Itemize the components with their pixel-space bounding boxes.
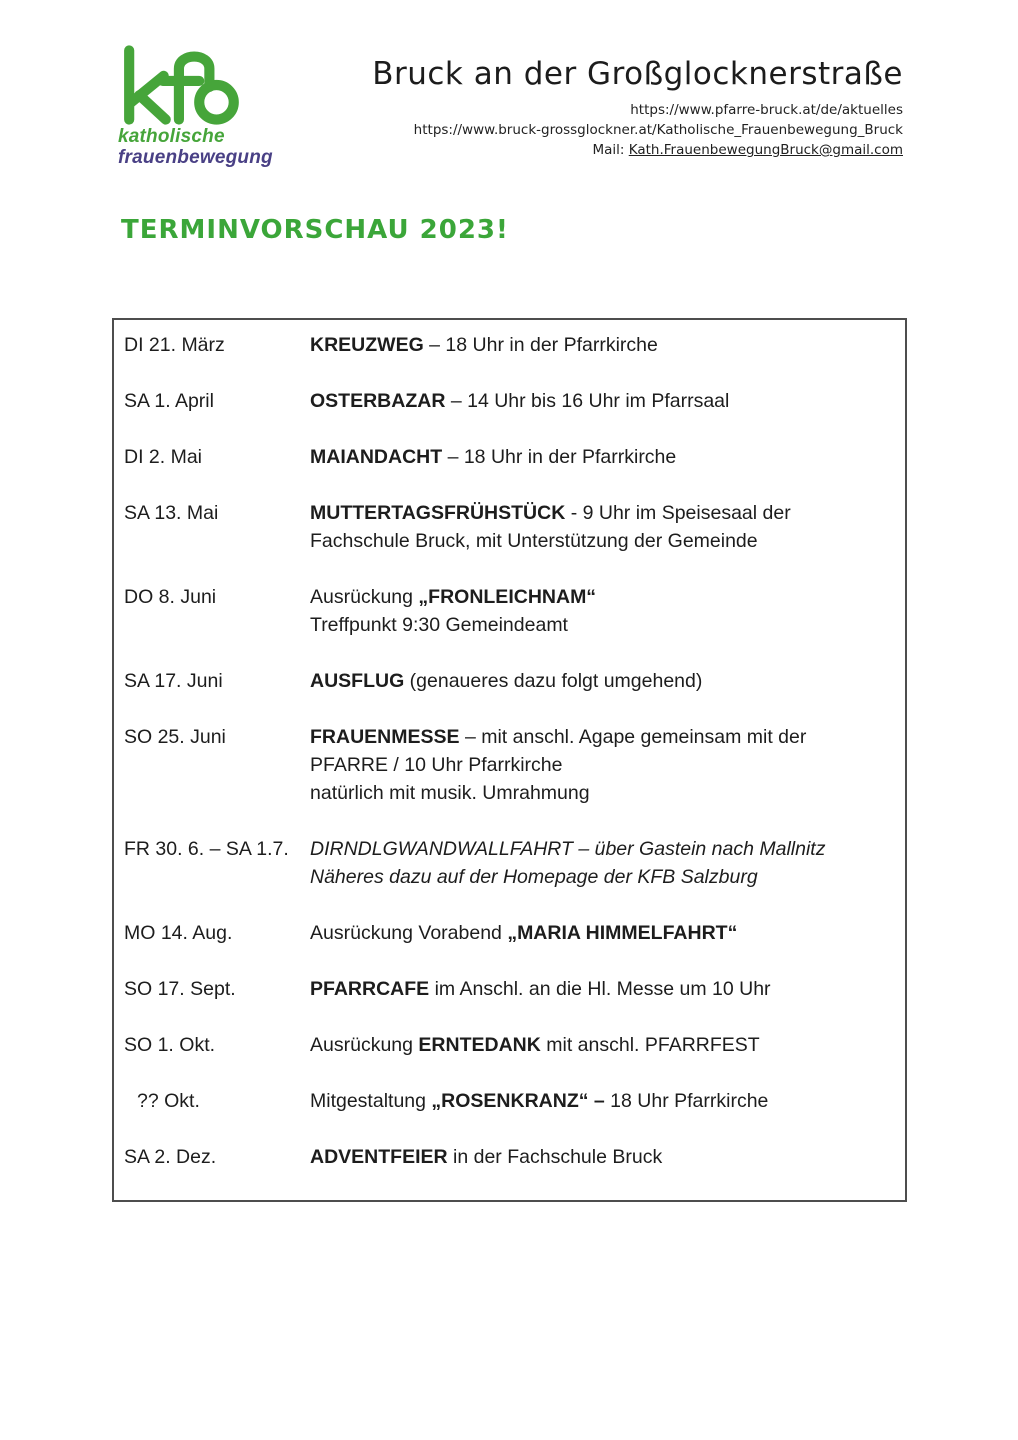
schedule-description-line	[310, 1087, 891, 1115]
schedule-table	[112, 318, 907, 1202]
header-links	[372, 100, 903, 160]
schedule-description-line	[310, 611, 891, 639]
schedule-description-line	[310, 331, 891, 359]
event-name: FRAUENMESSE	[310, 726, 460, 748]
event-name: „FRONLEICHNAM“	[418, 586, 597, 608]
schedule-description-line	[310, 779, 891, 807]
schedule-description-line	[310, 667, 891, 695]
event-name: OSTERBAZAR	[310, 390, 446, 412]
schedule-description	[310, 583, 891, 639]
schedule-description-line	[310, 1031, 891, 1059]
schedule-row	[124, 443, 891, 471]
page-title: Bruck an der Großglocknerstraße	[372, 56, 903, 92]
event-detail: (genaueres dazu folgt umgehend)	[404, 670, 703, 692]
event-detail: Ausrückung Vorabend	[310, 922, 508, 944]
logo-text-katholische: katholische	[118, 126, 225, 147]
schedule-description	[310, 443, 891, 471]
schedule-description-line	[310, 919, 891, 947]
schedule-description-line	[310, 975, 891, 1003]
event-detail: – 14 Uhr bis 16 Uhr im Pfarrsaal	[445, 390, 730, 412]
schedule-date: DI 21. März	[124, 334, 225, 356]
mail-line	[372, 140, 903, 160]
schedule-description	[310, 919, 891, 947]
header	[372, 56, 903, 160]
event-detail: Ausrückung	[310, 586, 419, 608]
schedule-description	[310, 1143, 891, 1171]
event-name: AUSFLUG	[310, 670, 405, 692]
kfb-logo-icon	[118, 44, 250, 126]
schedule-row	[124, 583, 891, 639]
schedule-description	[310, 975, 891, 1003]
link-pfarre-bruck: https://www.pfarre-bruck.at/de/aktuelles	[630, 102, 903, 118]
schedule-description	[310, 1031, 891, 1059]
schedule-description	[310, 387, 891, 415]
event-detail: Näheres dazu auf der Homepage der KFB Salzburg	[310, 866, 758, 888]
schedule-row	[124, 387, 891, 415]
schedule-date: SO 17. Sept.	[124, 978, 236, 1000]
schedule-date: ?? Okt.	[137, 1090, 200, 1112]
schedule-row	[124, 331, 891, 359]
schedule-description-line	[310, 835, 891, 863]
event-name: MAIANDACHT	[310, 446, 443, 468]
mail-link[interactable]: Kath.FrauenbewegungBruck@gmail.com	[628, 142, 903, 158]
event-detail: im Anschl. an die Hl. Messe um 10 Uhr	[429, 978, 771, 1000]
schedule-description	[310, 835, 891, 891]
event-name: „ROSENKRANZ“ –	[431, 1090, 605, 1112]
schedule-description	[310, 1087, 891, 1115]
schedule-row	[124, 1087, 891, 1115]
mail-label: Mail:	[592, 142, 629, 158]
schedule-description	[310, 667, 891, 695]
schedule-date: DI 2. Mai	[124, 446, 203, 468]
event-detail: Fachschule Bruck, mit Unterstützung der Gemeinde	[310, 530, 758, 552]
schedule-description-line	[310, 527, 891, 555]
event-detail: PFARRE / 10 Uhr Pfarrkirche	[310, 754, 563, 776]
schedule-date: SO 25. Juni	[124, 726, 226, 748]
schedule-description-line	[310, 1143, 891, 1171]
section-heading: TERMINVORSCHAU 2023!	[121, 215, 509, 245]
schedule-description-line	[310, 751, 891, 779]
event-detail: 18 Uhr Pfarrkirche	[604, 1090, 769, 1112]
schedule-description-line	[310, 387, 891, 415]
kfb-logo	[118, 44, 273, 168]
schedule-description-line	[310, 443, 891, 471]
event-detail: in der Fachschule Bruck	[447, 1146, 663, 1168]
event-detail: Ausrückung	[310, 1034, 419, 1056]
event-name: KREUZWEG	[310, 334, 424, 356]
event-detail: – 18 Uhr in der Pfarrkirche	[442, 446, 677, 468]
event-detail: Mitgestaltung	[310, 1090, 432, 1112]
schedule-description-line	[310, 499, 891, 527]
schedule-description	[310, 723, 891, 807]
schedule-date: SA 17. Juni	[124, 670, 223, 692]
event-detail: - 9 Uhr im Speisesaal der	[565, 502, 791, 524]
schedule-description	[310, 499, 891, 555]
event-detail: Treffpunkt 9:30 Gemeindeamt	[310, 614, 568, 636]
event-detail: – mit anschl. Agape gemeinsam mit der	[459, 726, 807, 748]
schedule-date: MO 14. Aug.	[124, 922, 233, 944]
event-detail: – 18 Uhr in der Pfarrkirche	[423, 334, 658, 356]
schedule-date: SA 1. April	[124, 390, 214, 412]
schedule-row	[124, 919, 891, 947]
event-detail: mit anschl. PFARRFEST	[540, 1034, 760, 1056]
schedule-description-line	[310, 583, 891, 611]
schedule-row	[124, 1031, 891, 1059]
schedule-description-line	[310, 723, 891, 751]
schedule-row	[124, 499, 891, 555]
schedule-date: SA 2. Dez.	[124, 1146, 217, 1168]
schedule-row	[124, 975, 891, 1003]
event-detail: natürlich mit musik. Umrahmung	[310, 782, 590, 804]
schedule-row	[124, 835, 891, 891]
link-bruck-grossglockner: https://www.bruck-grossglockner.at/Katholische_Frauenbewegung_Bruck	[413, 122, 903, 138]
event-name: ADVENTFEIER	[310, 1146, 448, 1168]
schedule-date: DO 8. Juni	[124, 586, 217, 608]
schedule-row	[124, 1143, 891, 1171]
schedule-date: FR 30. 6. – SA 1.7.	[124, 838, 289, 860]
event-name: „MARIA HIMMELFAHRT“	[507, 922, 738, 944]
schedule-date: SA 13. Mai	[124, 502, 219, 524]
schedule-date: SO 1. Okt.	[124, 1034, 216, 1056]
event-name: MUTTERTAGSFRÜHSTÜCK	[310, 502, 566, 524]
schedule-row	[124, 723, 891, 807]
event-detail: DIRNDLGWANDWALLFAHRT – über Gastein nach Mallnitz	[310, 838, 826, 860]
schedule-row	[124, 667, 891, 695]
logo-text-frauenbewegung: frauenbewegung	[118, 147, 273, 168]
schedule-description	[310, 331, 891, 359]
event-name: ERNTEDANK	[418, 1034, 541, 1056]
schedule-description-line	[310, 863, 891, 891]
event-name: PFARRCAFE	[310, 978, 430, 1000]
